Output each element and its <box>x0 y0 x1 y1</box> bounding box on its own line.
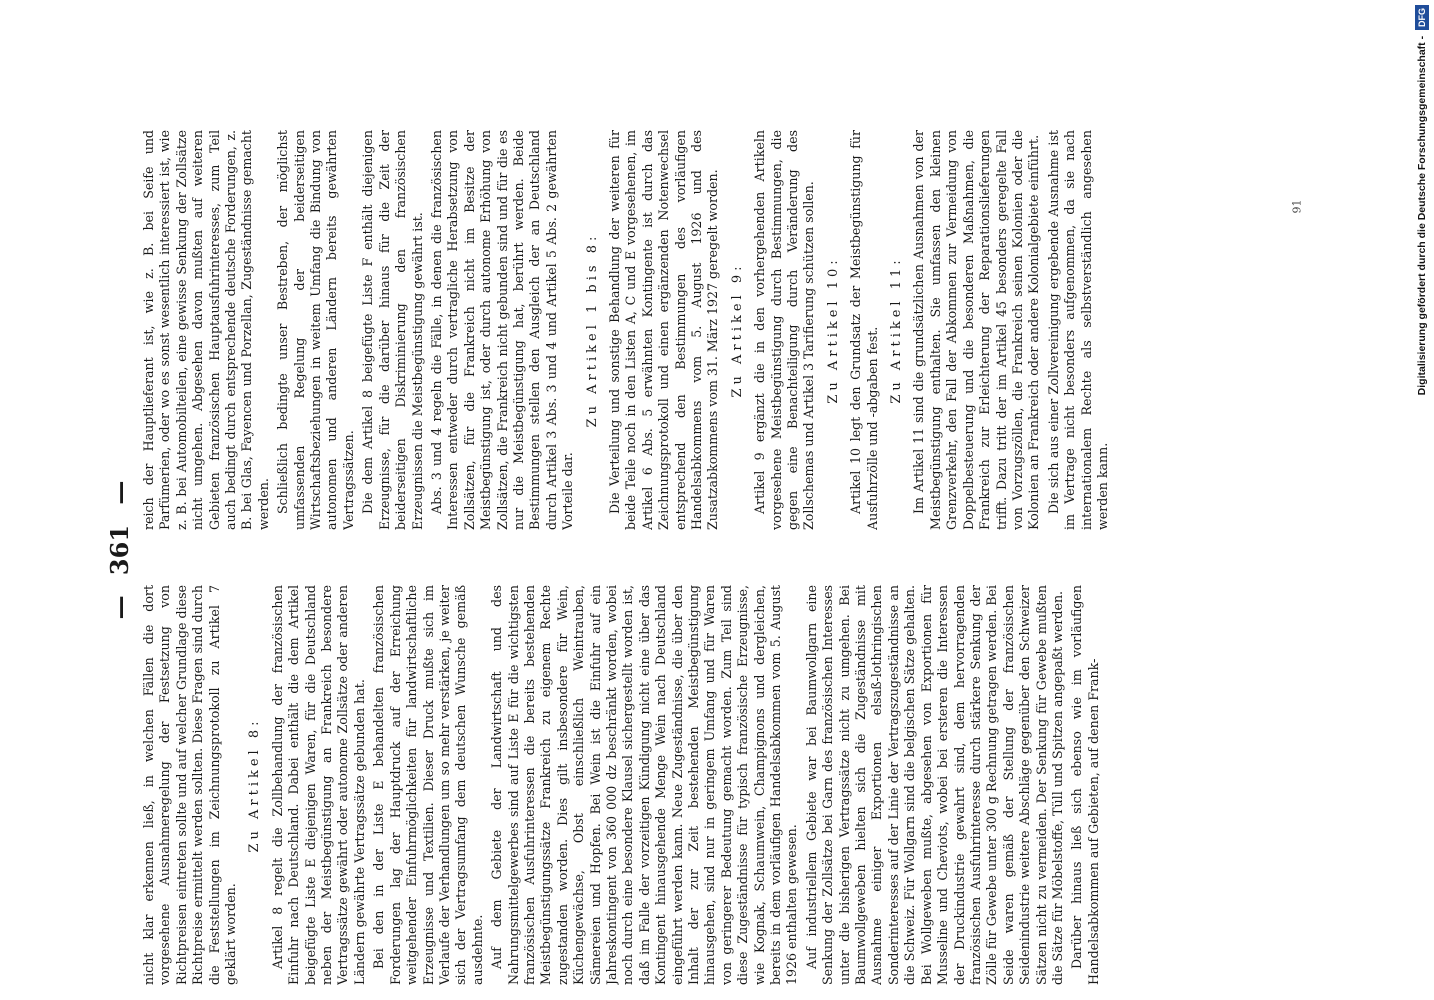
digitization-credit <box>1412 5 1432 995</box>
paragraph: Artikel 8 regelt die Zollbehandlung der französischen Einfuhr nach Deutschland. Dabei enthält die dem Artikel beigefügte Liste E diejenigen Waren, für die Deutschland neben der Meistbegünstigung an Frankreich besondere Vertragssätze gewährt oder autonome Zollsätze oder anderen Ländern gewährte Vertragssätze gebunden hat. <box>269 585 367 985</box>
section-heading: Zu Artikel 8: <box>247 717 263 853</box>
credit-text: Digitalisierung gefördert durch die Deutsche Forschungsgemeinschaft - <box>1416 35 1428 396</box>
document-page <box>105 115 1285 985</box>
text-column-left <box>141 585 1276 985</box>
section-heading: Zu Artikel 1 bis 8: <box>584 232 600 428</box>
header-dash-left: — <box>105 595 134 620</box>
paragraph: Schließlich bedingte unser Bestreben, der möglichst umfassenden Regelung der beiderseitigen Wirtschaftsbeziehungen in weitem Umfang die Bindung von autonomen und anderen Ländern bereits gewährten Vertragssätzen. <box>275 130 356 530</box>
paragraph: reich der Hauptlieferant ist, wie z. B. bei Seife und Parfümerien, oder wo es sonst wesentlich interessiert ist, wie z. B. bei Automobilteilen, eine gewisse Senkung der Zollsätze nicht umgehen. Abgesehen davon mußten auf weiteren Gebieten französischen Hauptausfuhrinteresses, zum Teil auch bedingt durch entsprechende deutsche Forderungen, z. B. bei Glas, Fayencen und Porzellan, Zugeständnisse gemacht werden. <box>141 130 271 530</box>
paragraph: nicht klar erkennen ließ, in welchen Fällen die dort vorgesehene Ausnahmeregelung der Festsetzung von Richtpreisen eintreten sollte und auf welcher Grundlage diese Richtpreise ermittelt werden sollten. Diese Fragen sind durch die Feststellungen im Zeichnungsprotokoll zu Artikel 7 geklärt worden. <box>141 585 239 985</box>
paragraph: Abs. 3 und 4 regeln die Fälle, in denen die französischen Interessen entweder durch vertragliche Herabsetzung von Zollsätzen, für die Frankreich nicht im Besitze der Meistbegünstigung ist, oder durch autonome Erhöhung von Zollsätzen, die Frankreich nicht gebunden sind und für die es nur die Meistbegünstigung hat, berührt werden. Beide Bestimmungen stellen den Ausgleich der an Deutschland durch Artikel 3 Abs. 3 und 4 und Artikel 5 Abs. 2 gewährten Vorteile dar. <box>428 130 576 530</box>
paragraph: Artikel 10 legt den Grundsatz der Meistbegünstigung für Ausfuhrzölle und -abgaben fest. <box>848 130 880 530</box>
section-heading: Zu Artikel 9: <box>729 262 745 398</box>
header-dash-right: — <box>105 480 134 505</box>
paragraph: Auf dem Gebiete der Landwirtschaft und des Nahrungsmittelgewerbes sind auf Liste E für die wichtigsten französischen Ausfuhrinteressen die bereits bestehenden Meistbegünstigungssätze Frankreich zu eigenem Rechte zugestanden worden. Dies gilt insbesondere für Wein, Küchengewächse, Obst einschließlich Weintrauben, Sämereien und Hopfen. Bei Wein ist die Einfuhr auf ein Jahreskontingent von 360 000 dz beschränkt worden, wobei noch durch eine besondere Klausel sichergestellt worden ist, daß im Falle der vorzeitigen Kündigung nicht eine über das Kontingent hinausgehende Menge Wein nach Deutschland eingeführt werden kann. Neue Zugeständnisse, die über den Inhalt der zur Zeit bestehenden Meistbegünstigung hinausgehen, sind nur in geringem Umfang und für Waren von geringerer Bedeutung gemacht worden. Zum Teil sind diese Zugeständnisse für typisch französische Erzeugnisse, wie Kognak, Schaumwein, Champignons und dergleichen, bereits in dem vorläufigen Handelsabkommen vom 5. August 1926 enthalten gewesen. <box>489 585 800 985</box>
paragraph: Die sich aus einer Zollvereinigung ergebende Ausnahme ist im Vertrage nicht besonders aufgenommen, da sie nach internationalem Rechte als selbstverständlich angesehen werden kann. <box>1045 130 1110 530</box>
section-heading: Zu Artikel 10: <box>825 256 841 404</box>
paragraph: Die dem Artikel 8 beigefügte Liste F enthält diejenigen Erzeugnisse, für die darüber hinaus für die Zeit der beiderseitigen Diskriminierung den französischen Erzeugnissen die Meistbegünstigung gewährt ist. <box>360 130 425 530</box>
text-column-right <box>141 130 1276 530</box>
paragraph: Bei den in der Liste E behandelten französischen Forderungen lag der Hauptdruck auf der Erreichung weitgehender Einfuhrmöglichkeiten für landwirtschaftliche Erzeugnisse und Textilien. Dieser Druck mußte sich im Verlaufe der Verhandlungen um so mehr verstärken, je weiter sich der Vertragsumfang dem deutschen Wunsche gemäß ausdehnte. <box>371 585 485 985</box>
footer-mark: 91 <box>1290 199 1304 214</box>
paragraph: Artikel 9 ergänzt die in den vorhergehenden Artikeln vorgesehene Meistbegünstigung durch Bestimmungen, die gegen eine Benachteiligung durch Veränderung des Zollschemas und Artikel 3 Tarifierung schützen sollen. <box>752 130 817 530</box>
paragraph: Die Verteilung und sonstige Behandlung der weiteren für beide Teile noch in den Listen A, C und E vorgesehenen, im Artikel 6 Abs. 5 erwähnten Kontingente ist durch das Zeichnungsprotokoll und einen ergänzenden Notenwechsel entsprechend den Bestimmungen des vorläufigen Handelsabkommens vom 5. August 1926 und des Zusatzabkommens vom 31. März 1927 geregelt worden. <box>606 130 721 530</box>
page-header <box>105 115 135 985</box>
paragraph: Im Artikel 11 sind die grundsätzlichen Ausnahmen von der Meistbegünstigung enthalten. Sie umfassen den kleinen Grenzverkehr, den Fall der Abkommen zur Vermeidung von Doppelbesteuerung und die besonderen Maßnahmen, die Frankreich zur Erleichterung der Reparationslieferungen trifft. Dazu tritt der im Artikel 45 besonders geregelte Fall von Vorzugszöllen, die Frankreich seinen Kolonien oder die Kolonien an Frankreich oder andere Kolonialgebiete einführt. <box>911 130 1042 530</box>
paragraph: Auf industriellem Gebiete war bei Baumwollgarn eine Senkung der Zollsätze bei Garn des französischen Interesses unter die bisherigen Vertragssätze nicht zu umgehen. Bei Baumwollgeweben hielten sich die Zugeständnisse mit Ausnahme einiger Exportionen elsaß-lothringischen Sonderinteresses auf der Linie der Vertragszugeständnisse an die Schweiz. Für Wollgarn sind die belgischen Sätze gehalten. Bei Wollgeweben mußte, abgesehen von Exportionen für Musseline und Cheviots, wobei bei ersteren die Interessen der Druckindustrie gewahrt sind, dem hervorragenden französischen Ausfuhrinteresse durch stärkere Senkung der Zölle für Gewebe unter 300 g Rechnung getragen werden. Bei Seide waren gemäß der Stellung der französischen Seidenindustrie weitere Abschläge gegenüber den Schweizer Sätzen nicht zu vermeiden. Der Senkung für Gewebe mußten die Sätze für Möbelstoffe, Tüll und Spitzen angepaßt werden. <box>803 585 1065 985</box>
dfg-logo: DFG <box>1415 5 1429 30</box>
page-number: 361 <box>105 524 134 576</box>
section-heading: Zu Artikel 11: <box>889 256 905 404</box>
paragraph: Darüber hinaus ließ sich ebenso wie im vorläufigen Handelsabkommen auf Gebieten, auf denen Frank- <box>1069 585 1101 985</box>
